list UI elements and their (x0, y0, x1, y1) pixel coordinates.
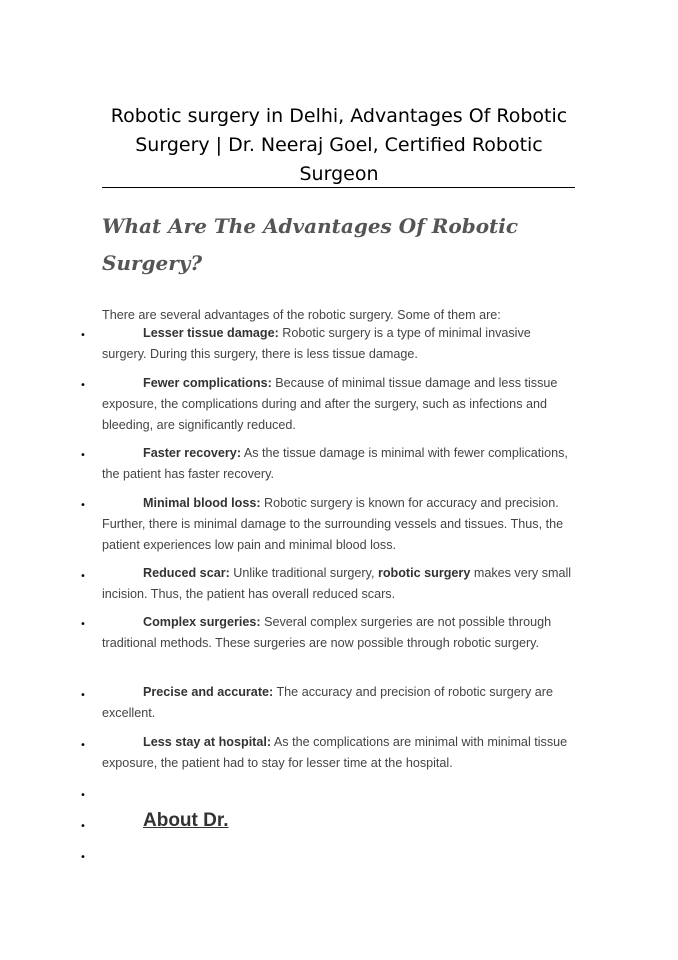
bullet-icon: • (80, 500, 86, 511)
list-item (102, 682, 574, 724)
bullet-icon: • (80, 571, 86, 582)
list-item (102, 563, 574, 605)
advantage-text: Robotic surgery is a type of minimal invasive surgery. During this surgery, there is less tissue damage. (102, 326, 531, 361)
about-heading: About Dr. (143, 810, 229, 831)
list-item (102, 612, 574, 654)
advantage-text: As the complications are minimal with minimal tissue exposure, the patient had to stay for lesser time at the hospital. (102, 735, 568, 770)
document-title: Robotic surgery in Delhi, Advantages Of Robotic Surgery | Dr. Neeraj Goel, Certified Robotic Surgeon (110, 105, 568, 185)
list-item (102, 323, 574, 365)
section-heading: What Are The Advantages Of Robotic Surgery? (102, 214, 519, 275)
bullet-icon: • (80, 380, 86, 391)
advantage-text: Unlike traditional surgery, (229, 566, 378, 580)
bullet-icon: • (80, 330, 86, 341)
advantage-label: Precise and accurate: (143, 685, 274, 699)
advantage-label: Fewer complications: (143, 376, 272, 390)
advantage-text: As the tissue damage is minimal with fewer complications, the patient has faster recovery. (102, 446, 568, 481)
list-item (102, 493, 574, 556)
intro-paragraph: There are several advantages of the robotic surgery. Some of them are: (102, 308, 501, 322)
bullet-icon: • (80, 690, 86, 701)
advantage-text: Robotic surgery is known for accuracy and precision. Further, there is minimal damage to the surrounding vessels and tissues. Thus, the patient experiences low pain and minimal blood loss. (102, 496, 564, 552)
inline-bold-term: robotic surgery (377, 566, 471, 580)
bullet-icon: • (80, 740, 86, 751)
list-item (102, 373, 574, 436)
bullet-icon: • (80, 821, 86, 832)
bullet-icon: • (80, 619, 86, 630)
bullet-icon: • (80, 852, 86, 863)
advantage-label: Complex surgeries: (143, 615, 261, 629)
bullet-icon: • (80, 790, 86, 801)
title-underline (102, 187, 575, 188)
advantage-text: Several complex surgeries are not possible through traditional methods. These surgeries are now possible through robotic surgery. (102, 615, 552, 650)
advantage-label: Minimal blood loss: (143, 496, 261, 510)
advantage-label: Lesser tissue damage: (143, 326, 279, 340)
list-item (102, 732, 574, 774)
advantage-label: Faster recovery: (143, 446, 242, 460)
advantage-label: Less stay at hospital: (143, 735, 272, 749)
advantage-label: Reduced scar: (143, 566, 230, 580)
advantage-text: The accuracy and precision of robotic surgery are excellent. (102, 685, 553, 720)
advantage-text: makes very small incision. Thus, the patient has overall reduced scars. (102, 566, 572, 601)
bullet-icon: • (80, 450, 86, 461)
advantage-text: Because of minimal tissue damage and less tissue exposure, the complications during and after the surgery, such as infections and bleeding, are significantly reduced. (102, 376, 558, 432)
list-item (102, 443, 574, 485)
